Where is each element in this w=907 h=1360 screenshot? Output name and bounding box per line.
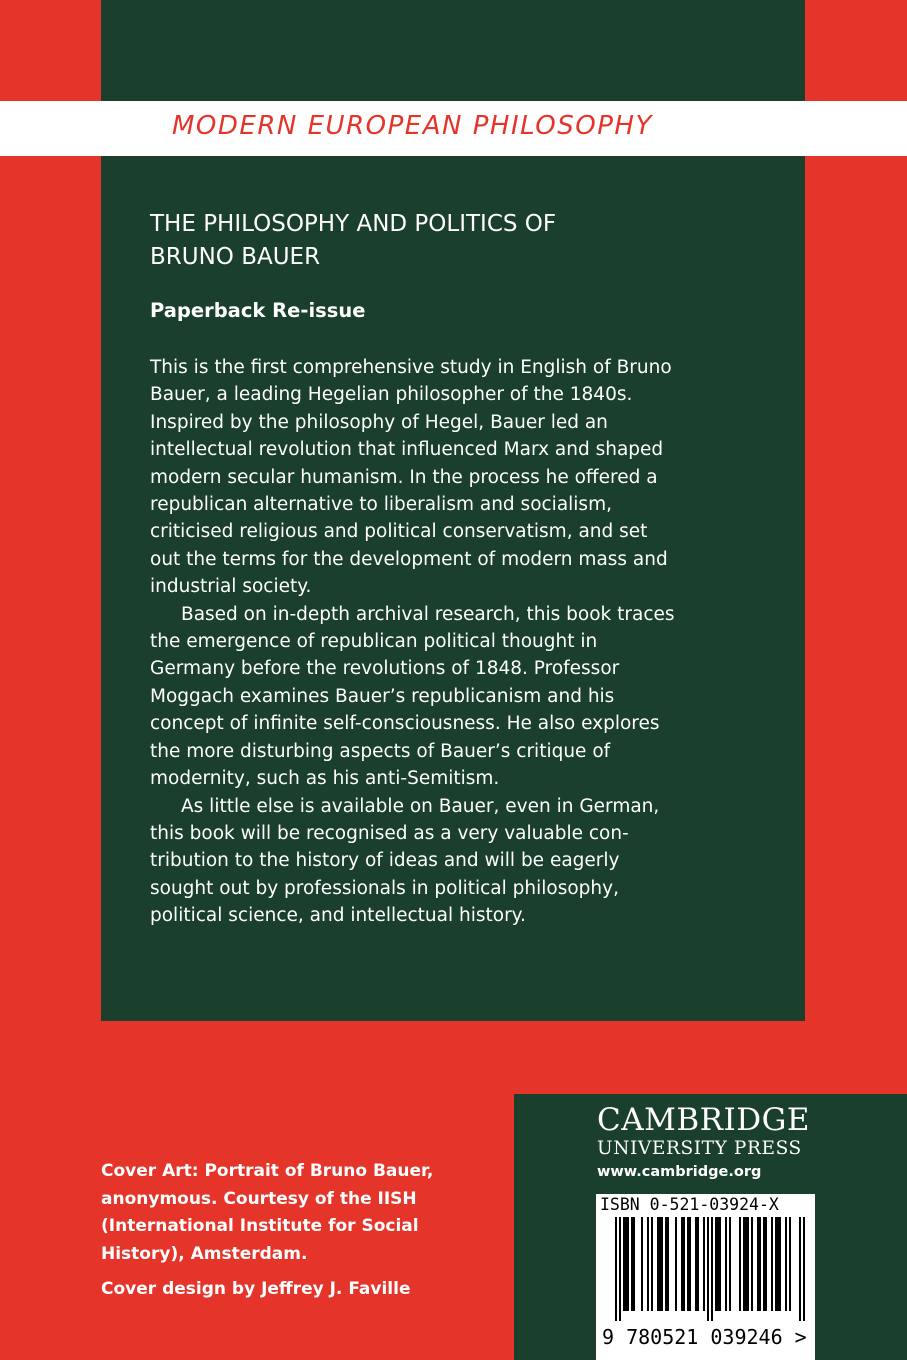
- barcode-bar: [689, 1217, 691, 1311]
- blurb-line: Inspired by the philosophy of Hegel, Bauer led an: [150, 411, 608, 433]
- cover-art-credit: [101, 1158, 501, 1268]
- blurb-line: modern secular humanism. In the process he offered a: [150, 466, 658, 488]
- barcode-bar: [715, 1217, 717, 1311]
- blurb-line: political science, and intellectual history.: [150, 905, 526, 927]
- barcode-bar: [779, 1217, 781, 1311]
- blurb-paragraph-2: [150, 601, 770, 793]
- barcode-bar: [697, 1217, 699, 1311]
- barcode-bar: [675, 1217, 677, 1311]
- blurb-line: Germany before the revolutions of 1848. Professor: [150, 658, 620, 680]
- barcode-bar: [789, 1217, 791, 1311]
- barcode-bar: [729, 1217, 731, 1311]
- blurb-line: criticised religious and political conservatism, and set: [150, 521, 648, 543]
- barcode-bar: [759, 1217, 761, 1311]
- barcode-bar: [623, 1217, 625, 1311]
- barcode-bar: [707, 1217, 709, 1321]
- barcode-bar: [725, 1217, 727, 1311]
- barcode-bar: [719, 1217, 721, 1311]
- edition-label: Paperback Re-issue: [150, 299, 366, 322]
- blurb-line: Bauer, a leading Hegelian philosopher of the 1840s.: [150, 384, 633, 406]
- barcode-bar: [763, 1217, 765, 1311]
- blurb-line: concept of infinite self-consciousness. He also explores: [150, 713, 660, 735]
- barcode-bar: [657, 1217, 659, 1311]
- barcode-bar: [777, 1217, 779, 1311]
- barcode-bar: [681, 1217, 683, 1311]
- ean-digits: 9 780521 039246 >: [602, 1325, 807, 1349]
- barcode-bar: [803, 1217, 805, 1321]
- credit-line: (International Institute for Social: [101, 1216, 419, 1236]
- barcode-bar: [647, 1217, 649, 1311]
- blurb-line: sought out by professionals in political philosophy,: [150, 877, 619, 899]
- barcode-bar: [615, 1217, 617, 1321]
- barcode-bar: [651, 1217, 653, 1311]
- blurb-line: republican alternative to liberalism and socialism,: [150, 494, 612, 516]
- barcode-bar: [751, 1217, 753, 1311]
- series-title: MODERN EUROPEAN PHILOSOPHY: [172, 111, 653, 141]
- barcode-bar: [711, 1217, 713, 1321]
- barcode-bar: [627, 1217, 629, 1311]
- barcode-bar: [739, 1217, 741, 1311]
- credit-line: History), Amsterdam.: [101, 1243, 308, 1264]
- blurb-line: the emergence of republican political thought in: [150, 631, 598, 653]
- barcode-bar: [717, 1217, 719, 1311]
- blurb-line: the more disturbing aspects of Bauer’s critique of: [150, 740, 611, 762]
- barcode-bar: [695, 1217, 697, 1311]
- barcode-bar: [703, 1217, 705, 1311]
- blurb-paragraph-1: [150, 354, 770, 601]
- barcode-bar: [747, 1217, 749, 1311]
- publisher-subtitle: UNIVERSITY PRESS: [597, 1138, 802, 1159]
- barcode-bar: [665, 1217, 667, 1311]
- cover-design-credit: Cover design by Jeffrey J. Faville: [101, 1279, 411, 1299]
- barcode-bar: [765, 1217, 767, 1311]
- book-title-line-1: THE PHILOSOPHY AND POLITICS OF: [150, 211, 557, 237]
- barcode-bar: [785, 1217, 787, 1311]
- barcode-bar: [687, 1217, 689, 1311]
- barcode-bar: [661, 1217, 663, 1311]
- barcode-bar: [799, 1217, 801, 1321]
- blurb-line: out the terms for the development of modern mass and: [150, 548, 668, 570]
- blurb: [150, 354, 770, 930]
- blurb-line: modernity, such as his anti-Semitism.: [150, 768, 500, 790]
- blurb-line: Based on in-depth archival research, this book traces: [181, 603, 675, 625]
- barcode-bar: [619, 1217, 621, 1321]
- barcode-bar: [771, 1217, 773, 1311]
- blurb-line: As little else is available on Bauer, even in German,: [181, 795, 660, 817]
- barcode-bar: [667, 1217, 669, 1311]
- book-title-line-2: BRUNO BAUER: [150, 244, 321, 270]
- barcode-bar: [775, 1217, 777, 1311]
- barcode-bar: [743, 1217, 745, 1311]
- barcode-bar: [625, 1217, 627, 1311]
- blurb-line: this book will be recognised as a very valuable con-: [150, 822, 629, 844]
- publisher-name: CAMBRIDGE: [597, 1102, 810, 1138]
- barcode-bar: [659, 1217, 661, 1311]
- book-title: [150, 208, 770, 274]
- barcode-icon: [603, 1217, 808, 1325]
- barcode-bar: [641, 1217, 643, 1311]
- credit-line: Cover Art: Portrait of Bruno Bauer,: [101, 1161, 434, 1181]
- blurb-line: Moggach examines Bauer’s republicanism and his: [150, 685, 615, 707]
- blurb-paragraph-3: [150, 793, 770, 930]
- barcode-bar: [683, 1217, 685, 1311]
- blurb-line: industrial society.: [150, 576, 312, 598]
- barcode-bar: [631, 1217, 633, 1311]
- blurb-line: intellectual revolution that influenced Marx and shaped: [150, 439, 664, 461]
- credit-line: anonymous. Courtesy of the IISH: [101, 1188, 417, 1209]
- barcode-bar: [633, 1217, 635, 1311]
- publisher-url: www.cambridge.org: [597, 1164, 762, 1180]
- blurb-line: tribution to the history of ideas and will be eagerly: [150, 850, 620, 872]
- barcode-bar: [745, 1217, 747, 1311]
- isbn-label: ISBN 0-521-03924-X: [600, 1195, 779, 1214]
- blurb-line: This is the first comprehensive study in English of Bruno: [150, 357, 672, 378]
- barcode-bar: [757, 1217, 759, 1311]
